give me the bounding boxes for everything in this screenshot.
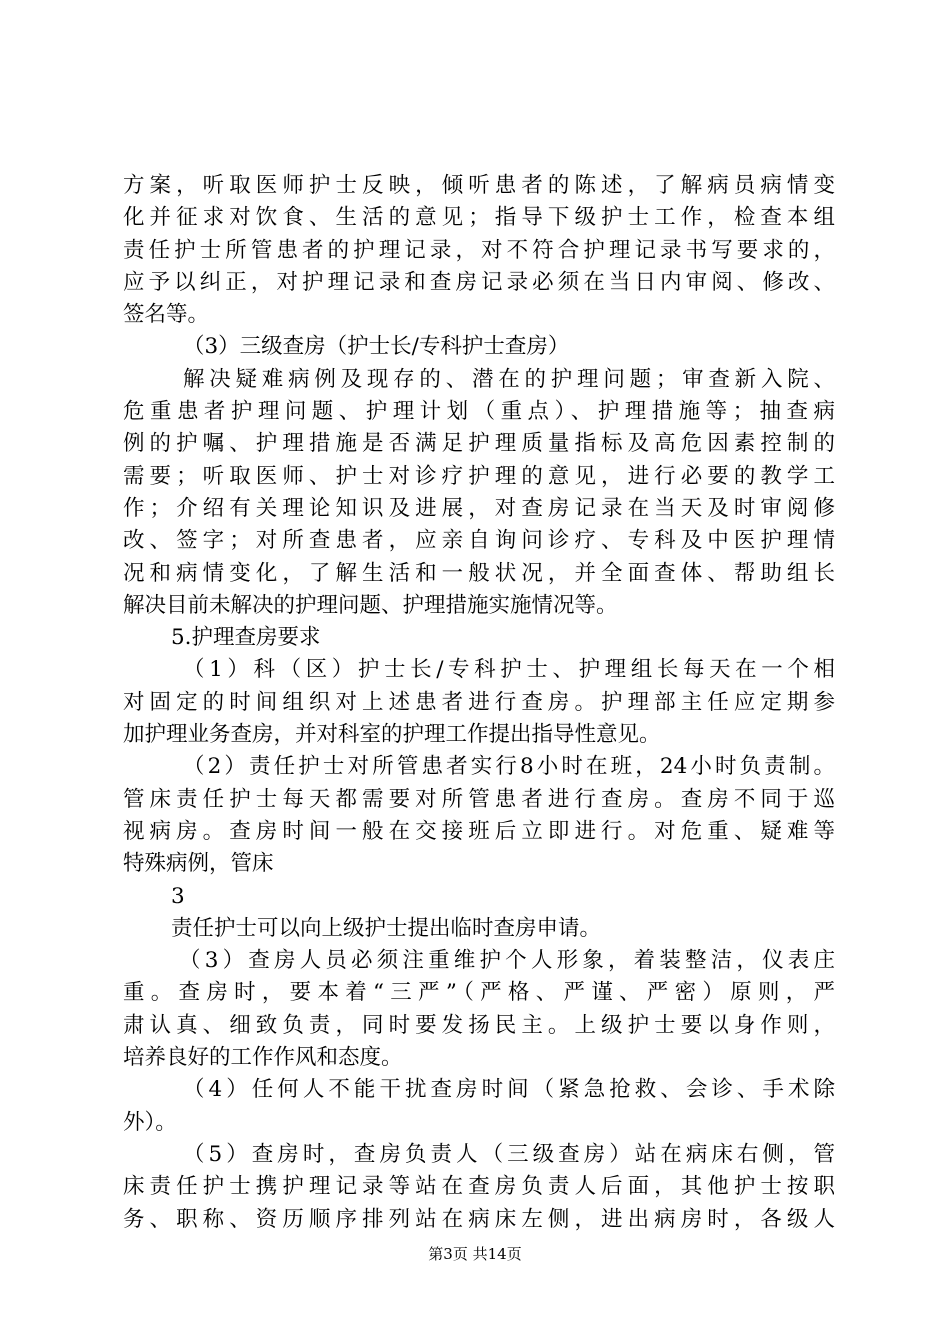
text-line: 签名等。 — [123, 302, 210, 328]
text-line: 务、职称、资历顺序排列站在病床左侧，进出病房时，各级人 — [123, 1206, 835, 1232]
text-line: 加护理业务查房，并对科室的护理工作提出指导性意见。 — [123, 722, 661, 748]
text-line: （2）责任护士对所管患者实行8小时在班，24小时负责制。 — [183, 754, 835, 780]
text-line: 作；介绍有关理论知识及进展，对查房记录在当天及时审阅修 — [123, 495, 835, 521]
text-line: （3）查房人员必须注重维护个人形象，着装整洁，仪表庄 — [179, 948, 835, 974]
text-line: 例的护嘱、护理措施是否满足护理质量指标及高危因素控制的 — [123, 431, 835, 457]
document-body — [123, 170, 835, 1236]
text-line: 改、签字；对所查患者，应亲自询问诊疗、专科及中医护理情 — [123, 528, 835, 554]
text-line: （1）科（区）护士长/专科护士、护理组长每天在一个相 — [183, 657, 835, 683]
text-line: 责任护士所管患者的护理记录，对不符合护理记录书写要求的， — [123, 237, 835, 263]
text-line: 需要；听取医师、护士对诊疗护理的意见，进行必要的教学工 — [123, 463, 835, 489]
section-heading: 5.护理查房要求 — [171, 625, 321, 651]
text-line: （5）查房时，查房负责人（三级查房）站在病床右侧，管 — [183, 1141, 835, 1167]
inline-page-number: 3 — [171, 883, 185, 909]
text-line: 方案，听取医师护士反映，倾听患者的陈述，了解病员病情变 — [123, 173, 835, 198]
text-line: 管床责任护士每天都需要对所管患者进行查房。查房不同于巡 — [123, 786, 835, 812]
text-line: 肃认真、细致负责，同时要发扬民主。上级护士要以身作则， — [123, 1012, 835, 1038]
text-line: 化并征求对饮食、生活的意见；指导下级护士工作，检查本组 — [123, 205, 835, 231]
text-line: 外）。 — [123, 1109, 177, 1135]
text-line: 对固定的时间组织对上述患者进行查房。护理部主任应定期参 — [123, 689, 835, 715]
text-line: 床责任护士携护理记录等站在查房负责人后面，其他护士按职 — [123, 1174, 835, 1200]
text-line: 况和病情变化，了解生活和一般状况，并全面查体、帮助组长 — [123, 560, 835, 586]
text-line: 视病房。查房时间一般在交接班后立即进行。对危重、疑难等 — [123, 818, 835, 844]
section-heading: （3）三级查房（护士长/专科护士查房） — [183, 334, 570, 360]
text-line: 解决目前未解决的护理问题、护理措施实施情况等。 — [123, 592, 618, 618]
text-line: （4）任何人不能干扰查房时间（紧急抢救、会诊、手术除 — [183, 1077, 835, 1103]
text-line: 危重患者护理问题、护理计划（重点）、护理措施等；抽查病 — [123, 399, 835, 425]
text-line: 责任护士可以向上级护士提出临时查房申请。 — [171, 915, 602, 941]
text-line: 培养良好的工作作风和态度。 — [123, 1045, 403, 1071]
text-line: 解决疑难病例及现存的、潜在的护理问题；审查新入院、 — [183, 366, 835, 392]
page-footer: 第3页 共14页 — [428, 1245, 522, 1263]
text-line: 重。查房时，要本着“三严”（严格、严谨、严密）原则，严 — [123, 980, 835, 1006]
text-line: 特殊病例，管床 — [123, 851, 274, 877]
text-line: 应予以纠正，对护理记录和查房记录必须在当日内审阅、修改、 — [123, 269, 835, 295]
